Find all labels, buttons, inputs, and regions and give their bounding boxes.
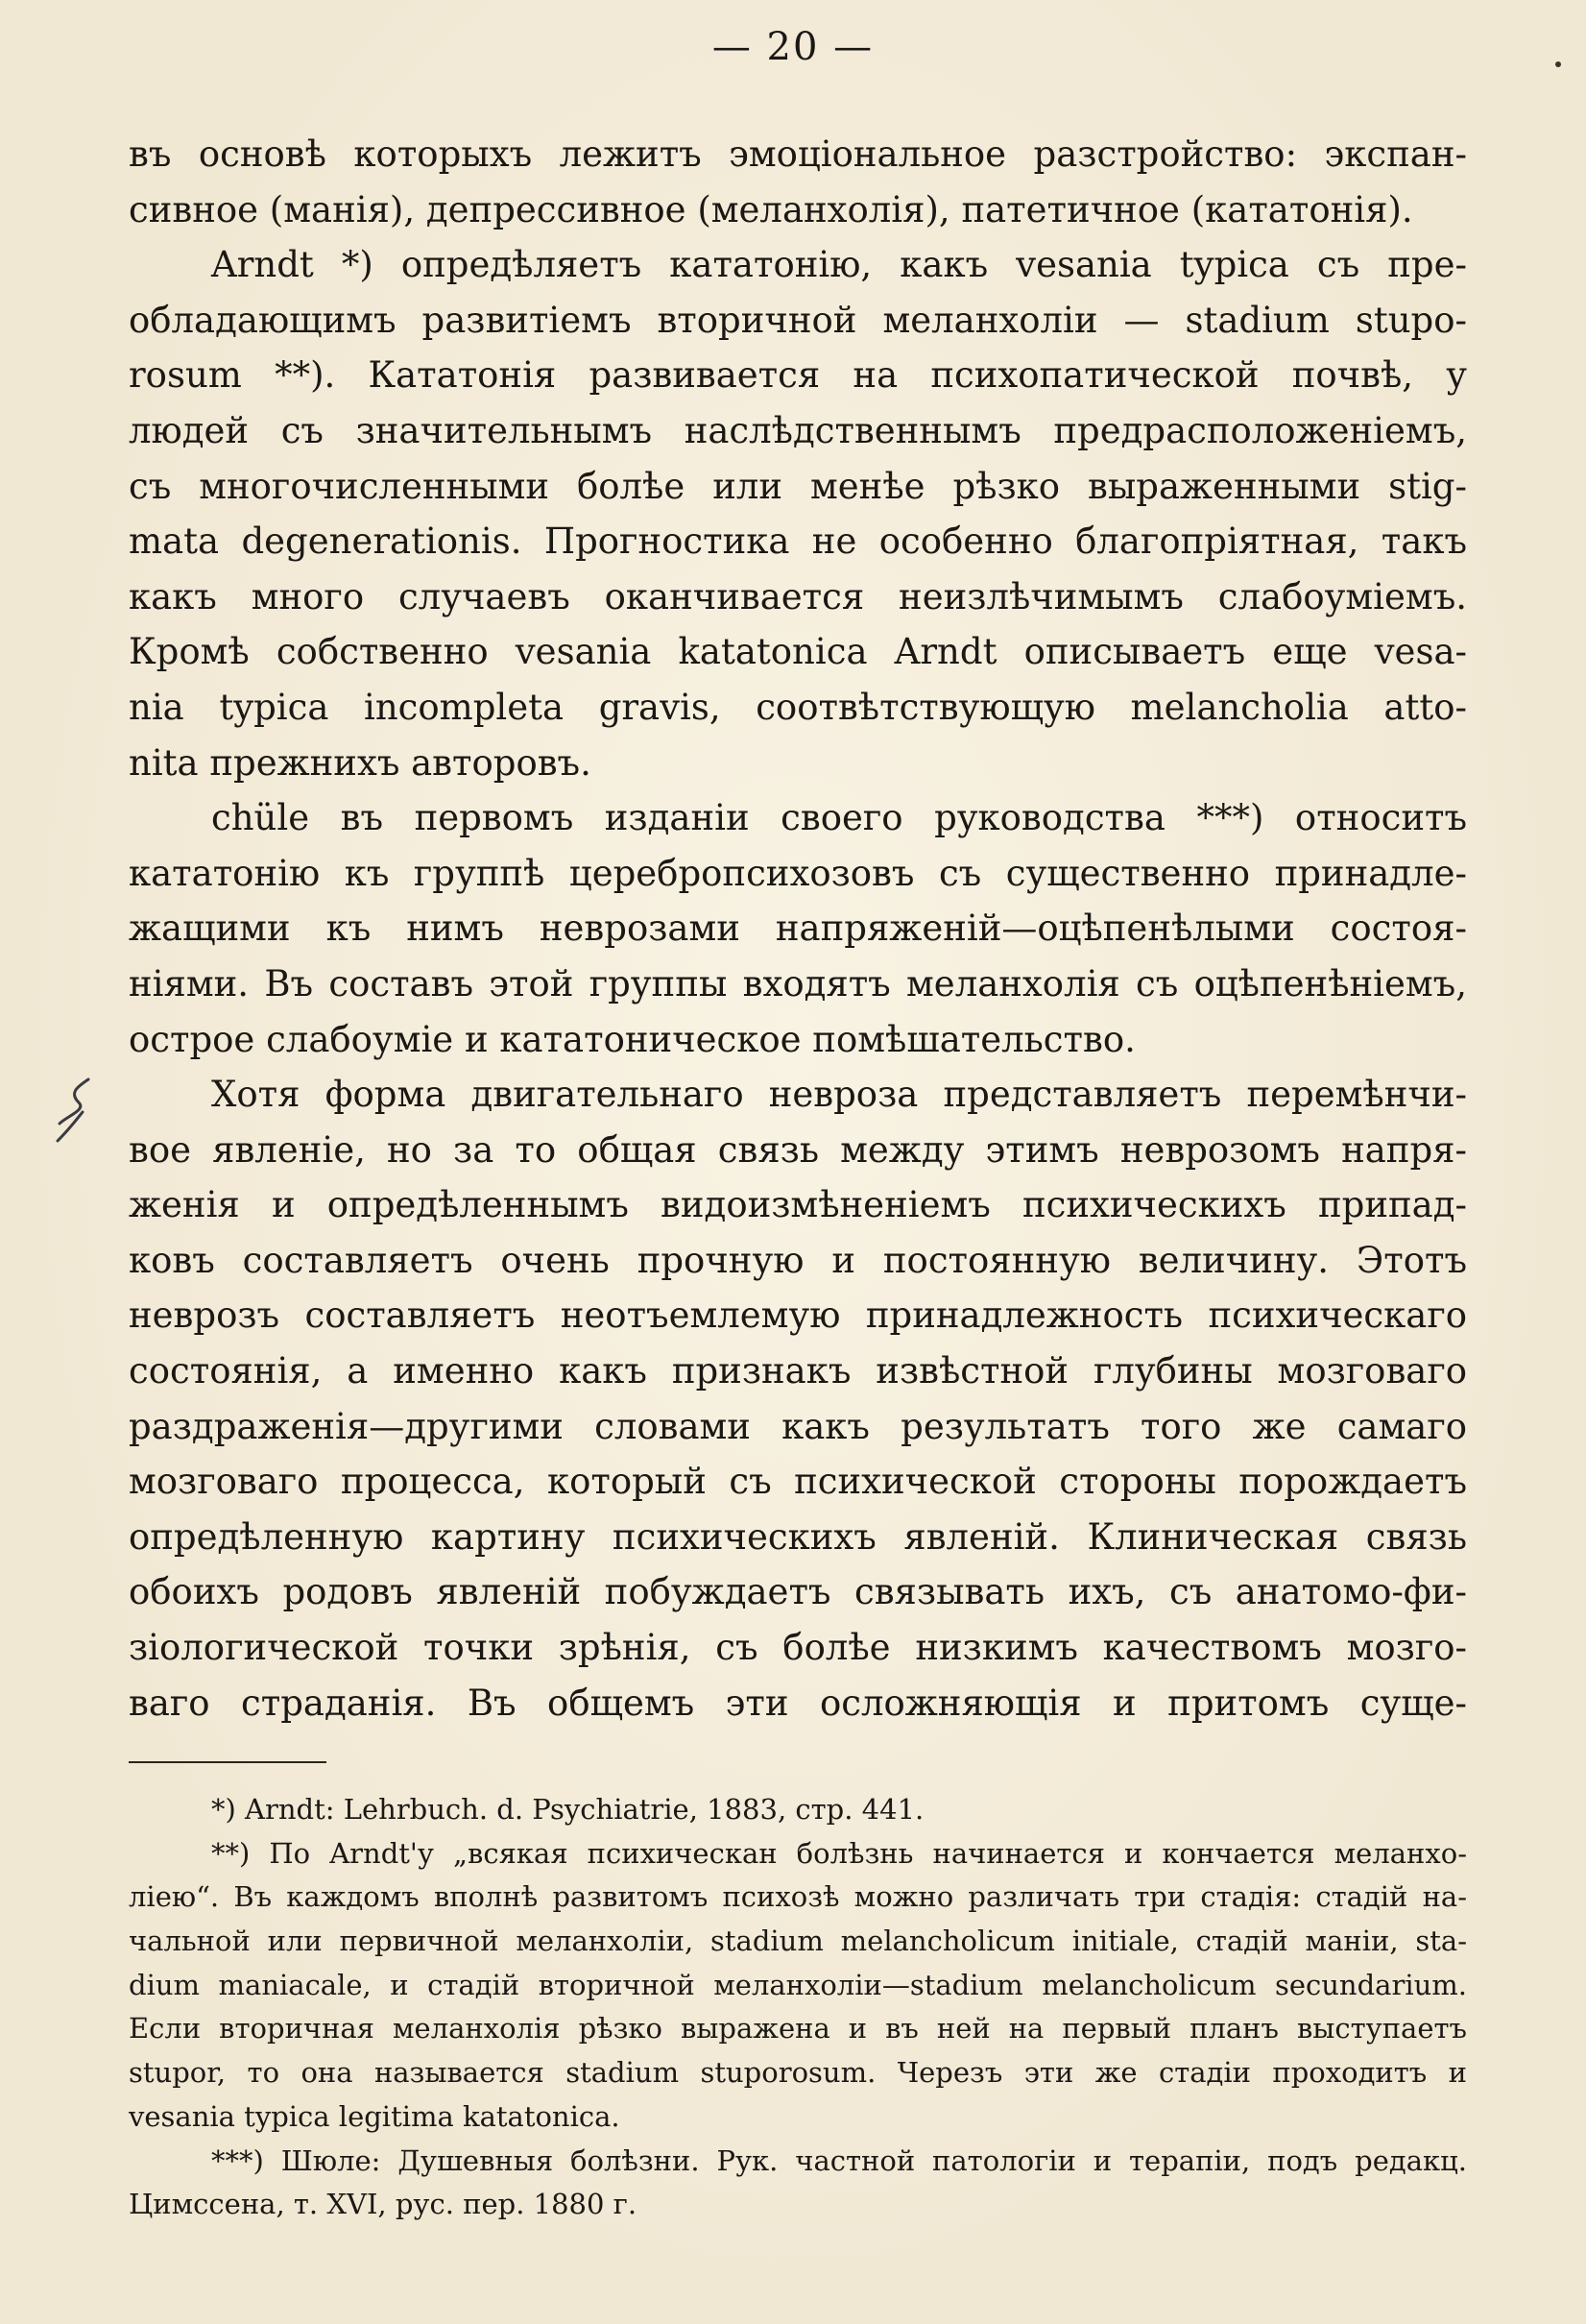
footnote-line: ліею“. Въ каждомъ вполнѣ развитомъ психозѣ можно различать три стадія: стадій на- xyxy=(129,1880,1467,1914)
footnote-line: Если вторичная меланхолія рѣзко выражена и въ ней на первый планъ выступаетъ xyxy=(129,2012,1467,2046)
footnote-divider xyxy=(129,1761,326,1763)
paragraph xyxy=(129,790,1467,1067)
text-line: nita прежнихъ авторовъ. xyxy=(129,741,591,784)
text-line: nia typica incompleta gravis, соотвѣтствующую melancholia atto- xyxy=(129,686,1467,728)
text-line: съ многочисленными болѣе или менѣе рѣзко выраженными stig- xyxy=(129,465,1467,507)
text-line: неврозъ составляетъ неотъемлемую принадлежность психическаго xyxy=(129,1295,1467,1337)
footnote-line: vesania typica legitima katatonica. xyxy=(129,2099,620,2133)
text-line: Кромѣ собственно vesania katatonica Arndt описываетъ еще vesa- xyxy=(129,631,1467,673)
text-line: обоихъ родовъ явленій побуждаетъ связывать ихъ, съ анатомо-фи- xyxy=(129,1571,1467,1613)
text-line: какъ много случаевъ оканчивается неизлѣчимымъ слабоуміемъ. xyxy=(129,575,1467,617)
text-line: Хотя форма двигательнаго невроза представляетъ перемѣнчи- xyxy=(211,1074,1467,1116)
text-line: острое слабоуміе и кататоническое помѣшательство. xyxy=(129,1018,1136,1060)
text-line: chüle въ первомъ изданіи своего руководства ***) относитъ xyxy=(211,797,1467,839)
text-line: mata degenerationis. Прогностика не особенно благопріятная, такъ xyxy=(129,520,1467,563)
text-line: раздраженія—другими словами какъ результатъ того же самаго xyxy=(129,1405,1467,1447)
text-line: людей съ значительнымъ наслѣдственнымъ предрасположеніемъ, xyxy=(129,409,1467,451)
text-line: rosum **). Кататонія развивается на психопатической почвѣ, у xyxy=(129,354,1467,397)
text-line: Arndt *) опредѣляетъ кататонію, какъ vesania typica съ пре- xyxy=(211,244,1467,286)
paragraph xyxy=(129,237,1467,790)
paragraph xyxy=(129,127,1467,237)
text-line: ваго страданія. Въ общемъ эти осложняющія и притомъ суще- xyxy=(129,1682,1467,1724)
footnote-line: ***) Шюле: Душевныя болѣзни. Рук. частной патологіи и терапіи, подъ редакц. xyxy=(211,2143,1467,2177)
page-number: — 20 — xyxy=(711,25,875,69)
text-line: жащими къ нимъ неврозами напряженій—оцѣпенѣлыми состоя- xyxy=(129,908,1467,950)
footnote-line: **) По Arndt'у „всякая психическан болѣзнь начинается и кончается меланхо- xyxy=(211,1836,1467,1870)
text-line: женія и опредѣленнымъ видоизмѣненіемъ психическихъ припад- xyxy=(129,1184,1467,1226)
text-line: зіологической точки зрѣнія, съ болѣе низкимъ качествомъ мозго- xyxy=(129,1627,1467,1669)
footnote-line: *) Arndt: Lehrbuch. d. Psychiatrie, 1883, стр. 441. xyxy=(211,1793,925,1826)
text-line: ніями. Въ составъ этой группы входятъ меланхолія съ оцѣпенѣніемъ, xyxy=(129,962,1467,1005)
pencil-mark-icon xyxy=(50,1074,98,1150)
footnote-line: dium maniacale, и стадій вторичной меланхоліи—stadium melancholicum secundarium. xyxy=(129,1968,1467,2001)
footnote-line: Цимссена, т. XVI, рус. пер. 1880 г. xyxy=(129,2188,637,2221)
text-line: вое явленіе, но за то общая связь между этимъ неврозомъ напря- xyxy=(129,1128,1467,1171)
footnotes xyxy=(129,1788,1467,2227)
text-line: мозговаго процесса, который съ психической стороны порождаетъ xyxy=(129,1461,1467,1503)
footnote xyxy=(129,1832,1467,2140)
main-text xyxy=(129,127,1467,1731)
paragraph xyxy=(129,1067,1467,1731)
text-line: въ основѣ которыхъ лежитъ эмоціональное разстройство: экспан- xyxy=(129,133,1467,175)
text-line: обладающимъ развитіемъ вторичной меланхоліи — stadium stupo- xyxy=(129,299,1467,341)
text-line: ковъ составляетъ очень прочную и постоянную величину. Этотъ xyxy=(129,1239,1467,1281)
footnote-line: чальной или первичной меланхоліи, stadium melancholicum initiale, стадій маніи, sta- xyxy=(129,1925,1467,1958)
text-line: состоянія, а именно какъ признакъ извѣстной глубины мозговаго xyxy=(129,1350,1467,1392)
text-line: кататонію къ группѣ церебропсихозовъ съ существенно принадле- xyxy=(129,852,1467,894)
text-line: опредѣленную картину психическихъ явленій. Клиническая связь xyxy=(129,1515,1467,1558)
text-line: сивное (манія), депрессивное (меланхолія), патетичное (кататонія). xyxy=(129,188,1413,230)
footnote-line: stupor, то она называется stadium stuporosum. Черезъ эти же стадіи проходитъ и xyxy=(129,2056,1467,2090)
footnote xyxy=(129,1788,1467,1832)
footnote xyxy=(129,2140,1467,2227)
